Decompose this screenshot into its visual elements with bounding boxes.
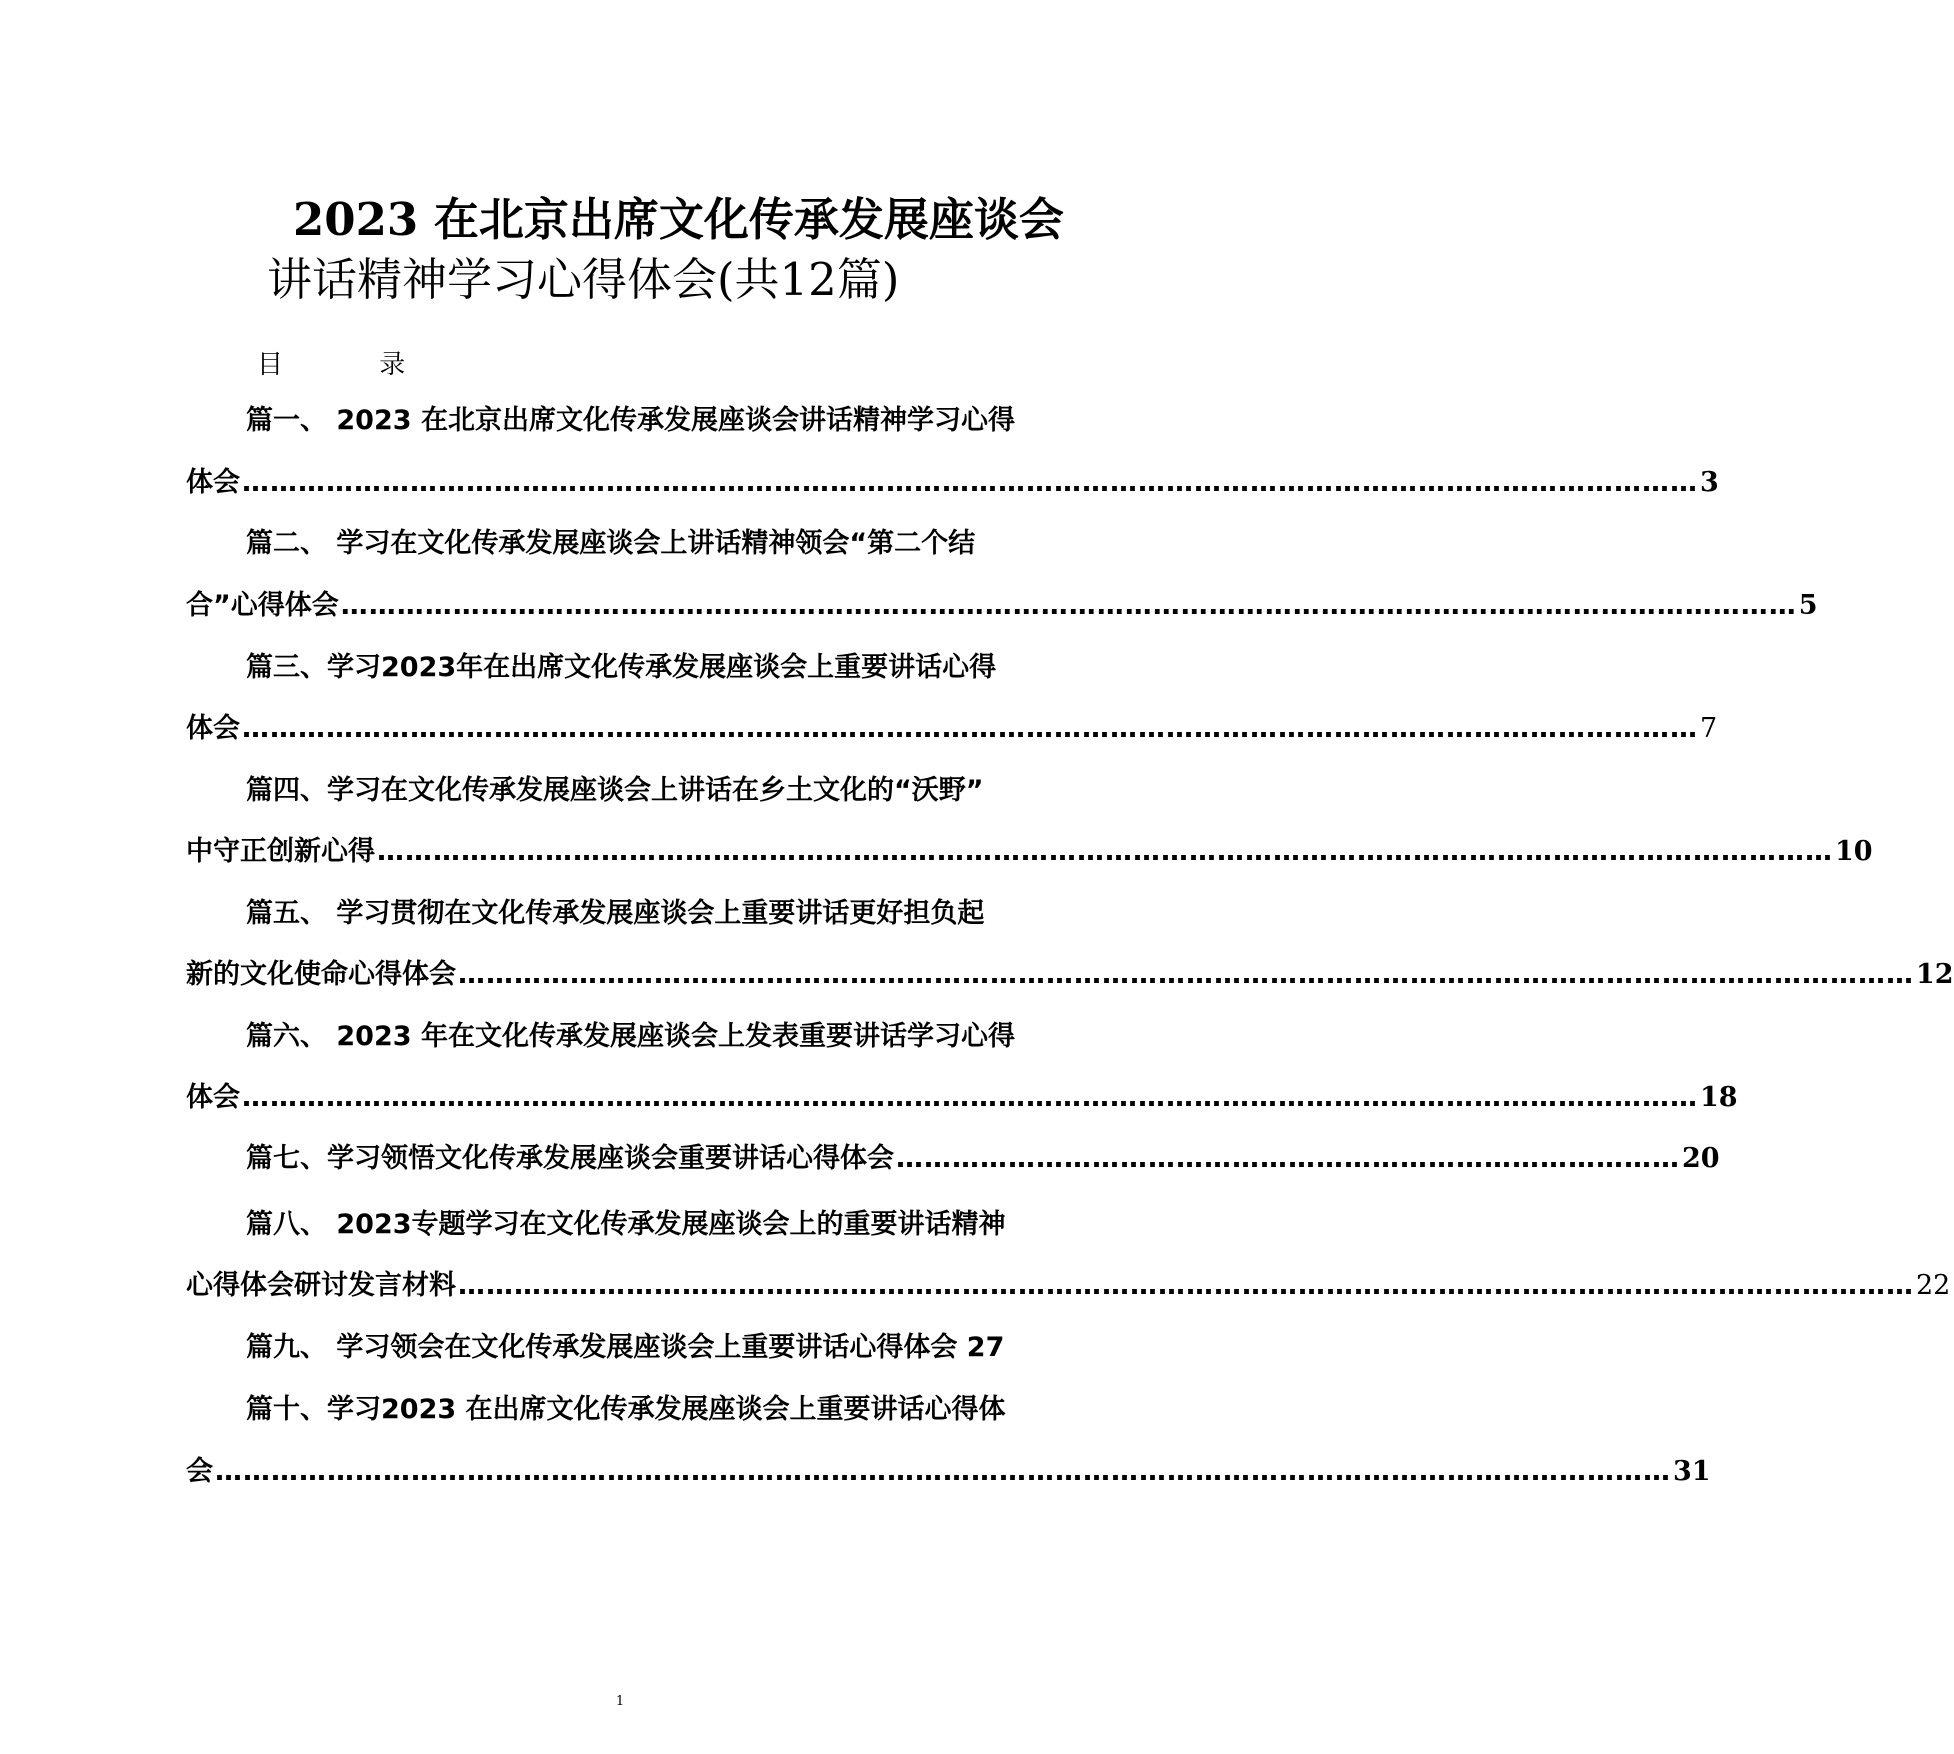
toc-entry-1-title[interactable]: 篇一、 2023 在北京出席文化传承发展座谈会讲话精神学习心得	[246, 405, 1015, 436]
toc-entry-3-title[interactable]: 篇三、学习2023年在出席文化传承发展座谈会上重要讲话心得	[246, 652, 997, 683]
toc-dot-leader: …………………………………………………………………………………………………………………………………………	[377, 836, 1833, 867]
toc-entry-10-label: 会	[186, 1456, 213, 1487]
toc-entry-8-label: 心得体会研讨发言材料	[186, 1270, 456, 1301]
toc-entry-4-page: 10	[1835, 836, 1873, 867]
toc-entry-4-continuation[interactable]	[186, 834, 1873, 870]
toc-dot-leader: …………………………………………………………………………………………………………………………………………	[242, 1082, 1698, 1113]
toc-dot-leader: …………………………………………………………………………………………………………………………………………	[242, 467, 1698, 498]
toc-entry-5-label: 新的文化使命心得体会	[186, 959, 456, 990]
toc-entry-2-label: 合”心得体会	[186, 590, 339, 621]
toc-entry-6-title[interactable]: 篇六、 2023 年在文化传承发展座谈会上发表重要讲话学习心得	[246, 1021, 1015, 1052]
toc-entry-4-label: 中守正创新心得	[186, 836, 375, 867]
toc-entry-7-label: 篇七、学习领悟文化传承发展座谈会重要讲话心得体会	[246, 1143, 894, 1174]
toc-entry-1-label: 体会	[186, 467, 240, 498]
toc-entry-5-page: 12	[1916, 959, 1954, 990]
toc-entry-8-continuation[interactable]	[186, 1268, 1951, 1304]
page-number: 1	[615, 1694, 625, 1709]
toc-entry-5-continuation[interactable]	[186, 957, 1954, 993]
toc-heading: 目 录	[257, 350, 450, 380]
toc-dot-leader: …………………………………………………………………………………………………………………………………………	[242, 713, 1698, 744]
toc-dot-leader: …………………………………………………………………………	[896, 1143, 1680, 1174]
document-title-line-2: 讲话精神学习心得体会(共12篇)	[267, 253, 900, 306]
toc-entry-10-page: 31	[1673, 1456, 1711, 1487]
toc-entry-5-title[interactable]: 篇五、 学习贯彻在文化传承发展座谈会上重要讲话更好担负起	[246, 898, 985, 929]
toc-entry-9[interactable]: 篇九、 学习领会在文化传承发展座谈会上重要讲话心得体会 27	[246, 1332, 1005, 1363]
toc-entry-4-title[interactable]: 篇四、学习在文化传承发展座谈会上讲话在乡土文化的“沃野”	[246, 775, 984, 806]
toc-entry-6-label: 体会	[186, 1082, 240, 1113]
toc-entry-3-label: 体会	[186, 713, 240, 744]
toc-entry-1-continuation[interactable]	[186, 465, 1719, 501]
toc-entry-6-continuation[interactable]	[186, 1080, 1738, 1116]
toc-entry-6-page: 18	[1700, 1082, 1738, 1113]
toc-entry-7-page: 20	[1682, 1143, 1720, 1174]
toc-entry-1-page: 3	[1700, 467, 1719, 498]
toc-entry-2-title[interactable]: 篇二、 学习在文化传承发展座谈会上讲话精神领会“第二个结	[246, 528, 976, 559]
toc-entry-2-continuation[interactable]	[186, 588, 1818, 624]
toc-dot-leader: …………………………………………………………………………………………………………………………………………	[458, 1270, 1914, 1301]
toc-entry-8-page: 22	[1916, 1270, 1951, 1301]
toc-entry-2-page: 5	[1798, 590, 1818, 621]
toc-entry-3-page: 7	[1700, 713, 1718, 744]
toc-entry-10-continuation[interactable]	[186, 1454, 1711, 1490]
toc-entry-3-continuation[interactable]	[186, 711, 1718, 747]
document-title-line-1: 2023 在北京出席文化传承发展座谈会	[293, 193, 1064, 246]
toc-dot-leader: …………………………………………………………………………………………………………………………………………	[215, 1456, 1671, 1487]
toc-entry-10-title[interactable]: 篇十、学习2023 在出席文化传承发展座谈会上重要讲话心得体	[246, 1394, 1006, 1425]
toc-dot-leader: …………………………………………………………………………………………………………………………………………	[458, 959, 1914, 990]
toc-entry-7[interactable]	[246, 1141, 1720, 1177]
toc-entry-8-title[interactable]: 篇八、 2023专题学习在文化传承发展座谈会上的重要讲话精神	[246, 1209, 1006, 1240]
toc-dot-leader: …………………………………………………………………………………………………………………………………………	[340, 590, 1797, 621]
